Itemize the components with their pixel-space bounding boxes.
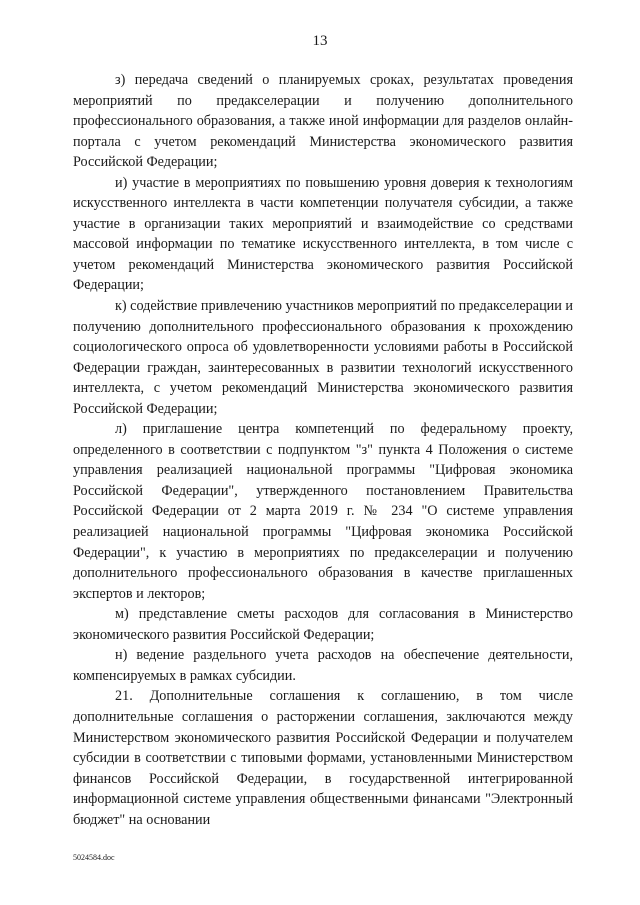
document-body — [73, 70, 573, 830]
paragraph-l: л) приглашение центра компетенций по федеральному проекту, определенного в соответствии с подпунктом "з" пункта 4 Положения о системе управления реализацией национальной программы "Цифровая экономика Российской Федерации", утвержденного постановлением Правительства Российской Федерации от 2 марта 2019 г. № 234 "О системе управления реализацией национальной программы "Цифровая экономика Российской Федерации", к участию в мероприятиях по предакселерации и получению дополнительного профессионального образования в качестве приглашенных экспертов и лекторов; — [73, 421, 573, 602]
paragraph-21: 21. Дополнительные соглашения к соглашению, в том числе дополнительные соглашения о расторжении соглашения, заключаются между Министерством экономического развития Российской Федерации и получателем субсидии в соответствии с типовыми формами, установленными Министерством финансов Российской Федерации, в государственной интегрированной информационной системе управления общественными финансами "Электронный бюджет" на основании — [73, 688, 573, 828]
paragraph-i: и) участие в мероприятиях по повышению уровня доверия к технологиям искусственного интеллекта в части компетенции получателя субсидии, а также участие в организации таких мероприятий и взаимодействие со средствами массовой информации по тематике искусственного интеллекта, в том числе с учетом рекомендаций Министерства экономического развития Российской Федерации; — [73, 174, 573, 294]
page-number: 13 — [312, 33, 328, 49]
footer-file-code: 5024584.doc — [73, 853, 115, 862]
paragraph-k: к) содействие привлечению участников мероприятий по предакселерации и получению дополнительного профессионального образования к прохождению социологического опроса об удовлетворенности условиями работы в Российской Федерации граждан, заинтересованных в развитии технологий искусственного интеллекта, с учетом рекомендаций Министерства экономического развития Российской Федерации; — [73, 298, 573, 417]
paragraph-z: з) передача сведений о планируемых сроках, результатах проведения мероприятий по предакселерации и получению дополнительного профессионального образования, а также иной информации для разделов онлайн-портала с учетом рекомендаций Министерства экономического развития Российской Федерации; — [73, 72, 573, 171]
paragraph-n: н) ведение раздельного учета расходов на обеспечение деятельности, компенсируемых в рамках субсидии. — [73, 647, 573, 684]
paragraph-m: м) представление сметы расходов для согласования в Министерство экономического развития Российской Федерации; — [73, 606, 573, 643]
